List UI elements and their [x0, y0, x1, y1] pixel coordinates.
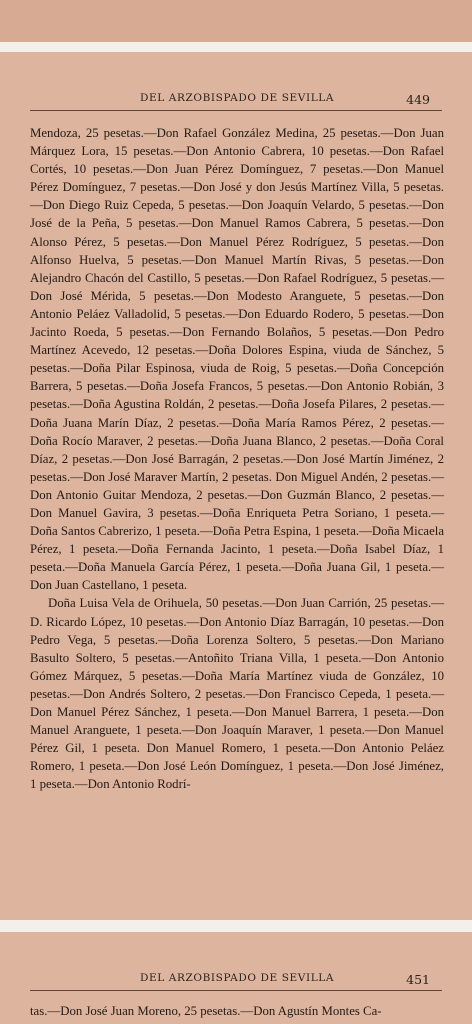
page-gap — [0, 920, 472, 932]
running-head-title: DEL ARZOBISPADO DE SEVILLA — [140, 972, 335, 984]
paragraph: Doña Luisa Vela de Orihuela, 50 pesetas.—Don Juan Carrión, 25 pesetas.—D. Ricardo López, 10 pesetas.—Don Antonio Díaz Barragán, 10 pesetas.—Don Pedro Vega, 5 pesetas.—Doña Lorenza Soltero, 5 pesetas.—Don Mariano Basulto Soltero, 5 pesetas.—Antoñito Triana Villa, 1 peseta.—Don Antonio Gómez Márquez, 5 pesetas.—Doña María Martínez viuda de González, 10 pesetas.—Don Andrés Soltero, 2 pesetas.—Don Francisco Cepeda, 1 peseta.—Don Manuel Pérez Sánchez, 1 peseta.—Don Manuel Barrera, 1 peseta.—Don Manuel Aranguete, 1 peseta.—Don Joaquín Maraver, 1 peseta.—Don Manuel Pérez Gil, 1 peseta. Don Manuel Romero, 1 peseta.—Don Antonio Peláez Romero, 1 peseta.—Don José León Domínguez, 1 peseta.—Don José Jiménez, 1 peseta.—Don Antonio Rodrí- — [30, 596, 444, 792]
running-head-title: DEL ARZOBISPADO DE SEVILLA — [140, 92, 335, 104]
page-body — [30, 124, 444, 793]
page-body — [30, 1002, 444, 1020]
previous-page-fragment — [0, 0, 472, 42]
page-number: 451 — [406, 972, 430, 987]
header-rule — [30, 990, 442, 991]
paragraph: Mendoza, 25 pesetas.—Don Rafael González Medina, 25 pesetas.—Don Juan Márquez Lora, 15 pesetas.—Don Antonio Cabrera, 10 pesetas.—Don Rafael Cortés, 10 pesetas.—Don Juan Pérez Domínguez, 7 pesetas.—Don Manuel Pérez Domínguez, 7 pesetas.—Don José y don Jesús Martínez Villa, 5 pesetas.—Don Diego Ruiz Cepeda, 5 pesetas.—Don Joaquín Velardo, 5 pesetas.—Don José de la Peña, 5 pesetas.—Don Manuel Ramos Cabrera, 5 pesetas.—Don Alonso Pérez, 5 pesetas.—Don Manuel Pérez Rodríguez, 5 pesetas.—Don Alfonso Huelva, 5 pesetas.—Don Manuel Martín Rivas, 5 pesetas.—Don Alejandro Chacón del Castillo, 5 pesetas.—Don Rafael Rodríguez, 5 pesetas.—Don José Mérida, 5 pesetas.—Don Modesto Aranguete, 5 pesetas.—Don Antonio Peláez Valladolid, 5 pesetas.—Don Eduardo Rodero, 5 pesetas.—Don Jacinto Roeda, 5 pesetas.—Don Fernando Bolaños, 5 pesetas.—Don Pedro Martínez Acevedo, 12 pesetas.—Doña Dolores Espina, viuda de Sánchez, 5 pesetas.—Doña Pilar Espinosa, viuda de Roig, 5 pesetas.—Doña Concepción Barrera, 5 pesetas.—Doña Josefa Francos, 5 pesetas.—Don Antonio Robián, 3 pesetas.—Doña Agustina Roldán, 2 pesetas.—Doña Josefa Pilares, 2 pesetas.—Doña Juana Marín Díaz, 2 pesetas.—Doña María Ramos Pérez, 2 pesetas.—Doña Rocío Maraver, 2 pesetas.—Doña Juana Blanco, 2 pesetas.—Doña Coral Díaz, 2 pesetas.—Don José Barragán, 2 pesetas.—Don José Martín Jiménez, 2 pesetas.—Don José Maraver Martín, 2 pesetas. Don Miguel Andén, 2 pesetas.—Don Antonio Guitar Mendoza, 2 pesetas.—Don Guzmán Blanco, 2 pesetas.—Don Manuel Gavira, 3 pesetas.—Doña Enriqueta Petra Soriano, 1 peseta.—Doña Santos Cabrerizo, 1 peseta.—Doña Petra Espina, 1 peseta.—Doña Micaela Pérez, 1 peseta.—Doña Fernanda Jacinto, 1 peseta.—Doña Isabel Díaz, 1 peseta.—Doña Manuela García Pérez, 1 peseta.—Doña Juana Gil, 1 peseta.—Don Juan Castellano, 1 peseta. — [30, 126, 444, 593]
header-rule — [30, 110, 442, 111]
page-number: 449 — [406, 92, 430, 107]
paragraph: tas.—Don José Juan Moreno, 25 pesetas.—Don Agustín Montes Ca- — [30, 1004, 382, 1018]
page-gap — [0, 42, 472, 52]
page-449 — [0, 52, 472, 920]
page-451 — [0, 932, 472, 1024]
